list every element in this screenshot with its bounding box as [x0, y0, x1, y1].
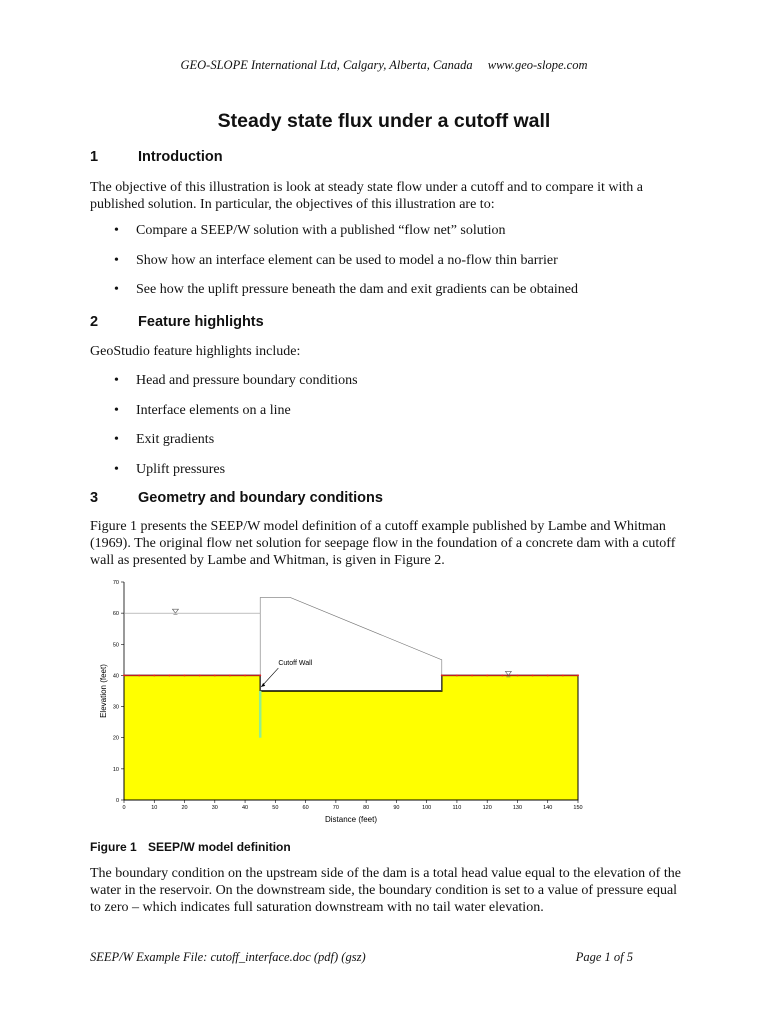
x-tick-label: 70: [332, 805, 339, 811]
list-item: • Head and pressure boundary conditions: [90, 372, 358, 402]
boundary-node: [199, 674, 201, 676]
geometry-paragraph: Figure 1 presents the SEEP/W model definition of a cutoff example published by Lambe and Whitman (1969). The original flow net solution for seepage flow in the foundation of a concrete dam with a cutoff wall as presented by Lambe and Whitman, is given in Figure 2.: [90, 519, 676, 568]
x-tick-label: 150: [573, 805, 583, 811]
boundary-node: [471, 674, 473, 676]
x-tick-label: 50: [272, 805, 279, 811]
x-tick-label: 0: [122, 805, 126, 811]
y-tick-label: 10: [112, 766, 119, 773]
header-org: GEO-SLOPE International Ltd, Calgary, Alberta, Canada: [180, 58, 473, 72]
list-item: • Uplift pressures: [90, 461, 358, 491]
x-tick-label: 40: [242, 805, 249, 811]
objectives-list: [90, 222, 578, 311]
section-heading-introduction: [90, 149, 223, 165]
boundary-node: [532, 674, 534, 676]
y-tick-label: 50: [112, 642, 119, 649]
feature-paragraph: GeoStudio feature highlights include:: [90, 344, 301, 359]
x-tick-label: 20: [181, 805, 188, 811]
y-axis-label: Elevation (feet): [99, 664, 108, 718]
section-title: Feature highlights: [138, 314, 264, 330]
boundary-node: [138, 674, 140, 676]
boundary-node: [456, 674, 458, 676]
caption-text: SEEP/W model definition: [148, 840, 291, 854]
boundary-node: [577, 674, 579, 676]
x-tick-label: 10: [151, 805, 158, 811]
soil-region: [124, 675, 578, 800]
water-table-icon: [172, 609, 178, 613]
x-tick-label: 140: [543, 805, 553, 811]
boundary-node: [516, 674, 518, 676]
boundary-node: [123, 674, 125, 676]
list-item: • Exit gradients: [90, 431, 358, 461]
cutoff-wall-label: Cutoff Wall: [278, 660, 313, 668]
x-axis-label: Distance (feet): [324, 815, 378, 824]
section-number: 3: [90, 490, 99, 506]
y-tick-label: 60: [112, 611, 119, 618]
x-tick-label: 80: [363, 805, 370, 811]
intro-paragraph: The objective of this illustration is look at steady state flow under a cutoff and to compare it with a published solution. In particular, the objectives of this illustration are to:: [90, 180, 643, 212]
list-item: • Compare a SEEP/W solution with a published “flow net” solution: [90, 222, 578, 252]
y-tick-label: 30: [112, 704, 119, 711]
section-heading-geometry: [90, 490, 383, 506]
boundary-node: [562, 674, 564, 676]
page-header: [0, 58, 768, 73]
dam-outline: [260, 598, 442, 691]
boundary-node: [184, 674, 186, 676]
y-tick-label: 20: [112, 735, 119, 742]
y-tick-label: 70: [112, 580, 119, 586]
section-number: 1: [90, 149, 99, 165]
boundary-node: [259, 674, 261, 676]
page-footer: [90, 950, 633, 965]
x-tick-label: 30: [211, 805, 218, 811]
x-tick-label: 110: [452, 805, 462, 811]
y-tick-label: 0: [115, 798, 119, 804]
boundary-node: [168, 674, 170, 676]
boundary-node: [501, 674, 503, 676]
boundary-paragraph: The boundary condition on the upstream side of the dam is a total head value equal to the elevation of the water in the reservoir. On the downstream side, the boundary condition is set to a value of pressure equal to zero – which indicates full saturation downstream with no tail water elevation.: [90, 866, 681, 915]
footer-page-number: Page 1 of 5: [575, 950, 633, 964]
section-title: Introduction: [138, 149, 223, 165]
x-tick-label: 100: [422, 805, 432, 811]
boundary-node: [153, 674, 155, 676]
list-item: • Show how an interface element can be used to model a no-flow thin barrier: [90, 252, 578, 282]
list-item: • Interface elements on a line: [90, 402, 358, 432]
section-title: Geometry and boundary conditions: [138, 490, 383, 506]
x-tick-label: 90: [393, 805, 400, 811]
list-item: • See how the uplift pressure beneath the dam and exit gradients can be obtained: [90, 281, 578, 311]
boundary-node: [486, 674, 488, 676]
section-heading-feature-highlights: [90, 314, 264, 330]
boundary-node: [547, 674, 549, 676]
y-tick-label: 40: [112, 673, 119, 680]
model-definition-figure: [96, 578, 596, 828]
x-tick-label: 130: [512, 805, 523, 811]
section-number: 2: [90, 314, 99, 330]
header-url[interactable]: www.geo-slope.com: [487, 58, 588, 72]
boundary-node: [244, 674, 246, 676]
footer-file: SEEP/W Example File: cutoff_interface.doc (pdf) (gsz): [90, 950, 366, 964]
figure-caption: [90, 840, 291, 854]
features-list: [90, 372, 358, 490]
boundary-node: [229, 674, 231, 676]
boundary-node: [214, 674, 216, 676]
boundary-node: [441, 674, 443, 676]
document-title: Steady state flux under a cutoff wall: [217, 110, 551, 132]
caption-number: Figure 1: [90, 840, 137, 854]
x-tick-label: 120: [482, 805, 492, 811]
x-tick-label: 60: [302, 805, 309, 811]
